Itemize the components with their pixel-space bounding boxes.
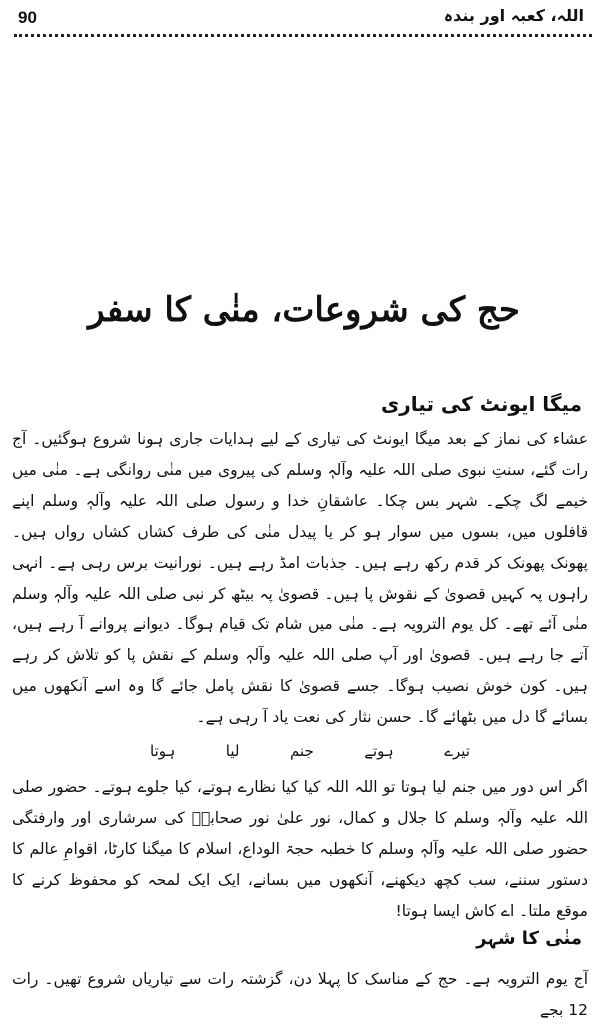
paragraph-preparation: عشاء کی نماز کے بعد میگا ایونٹ کی تیاری کے لیے ہدایات جاری ہونا شروع ہوگئیں۔ آج رات گئے، سنتِ نبوی صلی اللہ علیہ وآلہٖ وسلم کی پیروی میں منٰی روانگی ہے۔ منٰی میں خیمے لگ چکے۔ شہر بس چکا۔ عاشقانِ خدا و رسول صلی اللہ علیہ وآلہٖ وسلم اپنے قافلوں میں، بسوں میں سوار ہو کر یا پیدل منٰی کی طرف کشاں کشاں رواں ہیں۔ پھونک پھونک کر قدم رکھ رہے ہیں۔ جذبات امڈ رہے ہیں۔ نورانیت برس رہی ہے۔ انہی راہوں پہ کہیں قصویٰ کے نقوش پا ہیں۔ قصویٰ پہ بیٹھ کر نبی صلی اللہ علیہ وآلہٖ وسلم منٰی آئے تھے۔ کل یوم الترویہ ہے۔ منٰی میں شام تک قیام ہوگا۔ دیوانے پروانے آ رہے ہیں، آتے جا رہے ہیں۔ قصویٰ اور آپ صلی اللہ علیہ وآلہٖ وسلم کے نقش پا کو تلاش کر رہے ہیں۔ کون خوش نصیب ہوگا۔ جسے قصویٰ کا نقش پامل جائے گا وہ اسے آنکھوں میں بسائے گا دل میں بٹھائے گا۔ حسن نثار کی نعت یاد آ رہی ہے۔ — [12, 430, 588, 727]
section-heading-city: منٰی کا شہر — [476, 928, 582, 949]
paragraph-reflection: اگر اس دور میں جنم لیا ہوتا تو اللہ اللہ کیا کیا نظارے ہوتے، کیا جلوے ہوتے۔ حضور صلی اللہ علیہ وآلہٖ وسلم کا جلال و کمال، نور علیٰ نور صحابہؓ کی سرشاری اور وارفتگی حضور صلی اللہ علیہ وآلہٖ وسلم کا خطبہ حجۃ الوداع، اسلام کا میگنا کارٹا، اقوامِ عالم کا دستور سننے، سب کچھ دیکھنے، آنکھوں میں بسانے، ایک ایک لمحہ کو محفوظ کرنے کا موقع ملتا۔ اے کاش ایسا ہوتا! — [12, 778, 588, 920]
poem-word: تیرے — [444, 742, 470, 760]
running-title: اللہ، کعبہ اور بندہ — [443, 6, 584, 25]
section-heading-preparation: میگا ایونٹ کی تیاری — [380, 392, 582, 416]
page-number: 90 — [18, 8, 37, 27]
header-divider — [14, 34, 592, 37]
poem-word: ہوتا — [150, 742, 176, 760]
poem-verse — [150, 742, 470, 760]
paragraph-city: آج یوم الترویہ ہے۔ حج کے مناسک کا پہلا دن، گزشتہ رات سے تیاریاں شروع تھیں۔ رات 12 بجے — [12, 970, 588, 1019]
poem-word: لیا — [225, 742, 240, 760]
poem-word: جنم — [289, 742, 314, 760]
chapter-title: حج کی شروعات، منٰی کا سفر — [88, 290, 520, 330]
poem-word: ہوتے — [364, 742, 394, 760]
